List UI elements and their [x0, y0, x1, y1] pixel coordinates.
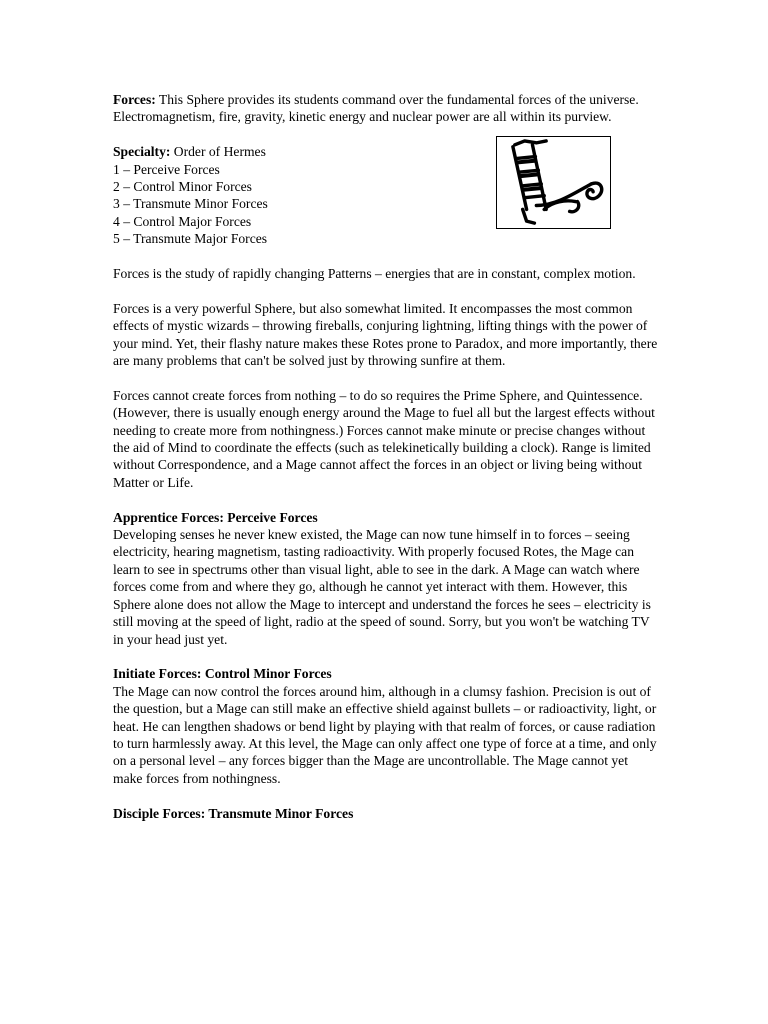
specialty-value: Order of Hermes: [170, 144, 266, 160]
body-paragraph: Forces is the study of rapidly changing Patterns – energies that are in constant, complex motion.: [113, 266, 636, 282]
rank-item: 3 – Transmute Minor Forces: [113, 196, 268, 212]
section-heading: Disciple Forces: Transmute Minor Forces: [113, 805, 354, 821]
forces-sphere-glyph-icon: [497, 137, 610, 228]
body-paragraph: Forces is a very powerful Sphere, but also somewhat limited. It encompasses the most common effects of mystic wizards – throwing fireballs, conjuring lightning, lifting things with the power of your mind. Yet, their flashy nature makes these Rotes prone to Paradox, and more importantly, there are many problems that can't be solved just by throwing sunfire at them.: [113, 300, 658, 369]
section-heading: Initiate Forces: Control Minor Forces: [113, 666, 332, 682]
section-apprentice: [113, 509, 658, 648]
intro-label: Forces:: [113, 92, 156, 107]
section-heading: Apprentice Forces: Perceive Forces: [113, 509, 318, 525]
rank-item: 2 – Control Minor Forces: [113, 179, 252, 195]
section-body: Developing senses he never knew existed, the Mage can now tune himself in to forces – seeing electricity, hearing magnetism, tasting radioactivity. With properly focused Rotes, the Mage can learn to see in spectrums other than visual light, able to see in the dark. A Mage can watch where forces come from and where they go, although he cannot yet interact with them. However, this Sphere alone does not allow the Mage to intercept and understand the forces he sees – electricity is still moving at the speed of light, radio at the speed of sound. Sorry, but you won't be watching TV in your head just yet.: [113, 527, 651, 647]
body-paragraph: Forces cannot create forces from nothing – to do so requires the Prime Sphere, and Quintessence. (However, there is usually enough energy around the Mage to fuel all but the largest effects without needing to create more from nothingness.) Forces cannot make minute or precise changes without the aid of Mind to coordinate the effects (such as telekinetically building a clock). Range is limited without Correspondence, and a Mage cannot affect the forces in an object or living being without Matter or Life.: [113, 387, 655, 490]
forces-symbol-frame: [496, 136, 611, 229]
rank-item: 5 – Transmute Major Forces: [113, 231, 268, 247]
rank-item: 1 – Perceive Forces: [113, 161, 220, 177]
section-disciple: [113, 805, 658, 822]
rank-item: 4 – Control Major Forces: [113, 213, 252, 229]
intro-text: This Sphere provides its students command over the fundamental forces of the universe. Electromagnetism, fire, gravity, kinetic energy and nuclear power are all within its purview.: [113, 92, 639, 125]
section-body: The Mage can now control the forces around him, although in a clumsy fashion. Precision is out of the question, but a Mage can still make an effective shield against bullets – or radioactivity, light, or heat. He can lengthen shadows or bend light by playing with that realm of forces, or cause radiation to turn harmlessly away. At this level, the Mage can only affect one type of force at a time, and only on a personal level – any forces bigger than the Mage are uncontrollable. The Mage cannot yet make forces from nothingness.: [113, 683, 657, 786]
specialty-label: Specialty:: [113, 144, 171, 160]
intro-paragraph: [113, 91, 658, 126]
document-page: [113, 91, 658, 839]
specialty-block: [113, 143, 658, 247]
section-initiate: [113, 665, 658, 787]
